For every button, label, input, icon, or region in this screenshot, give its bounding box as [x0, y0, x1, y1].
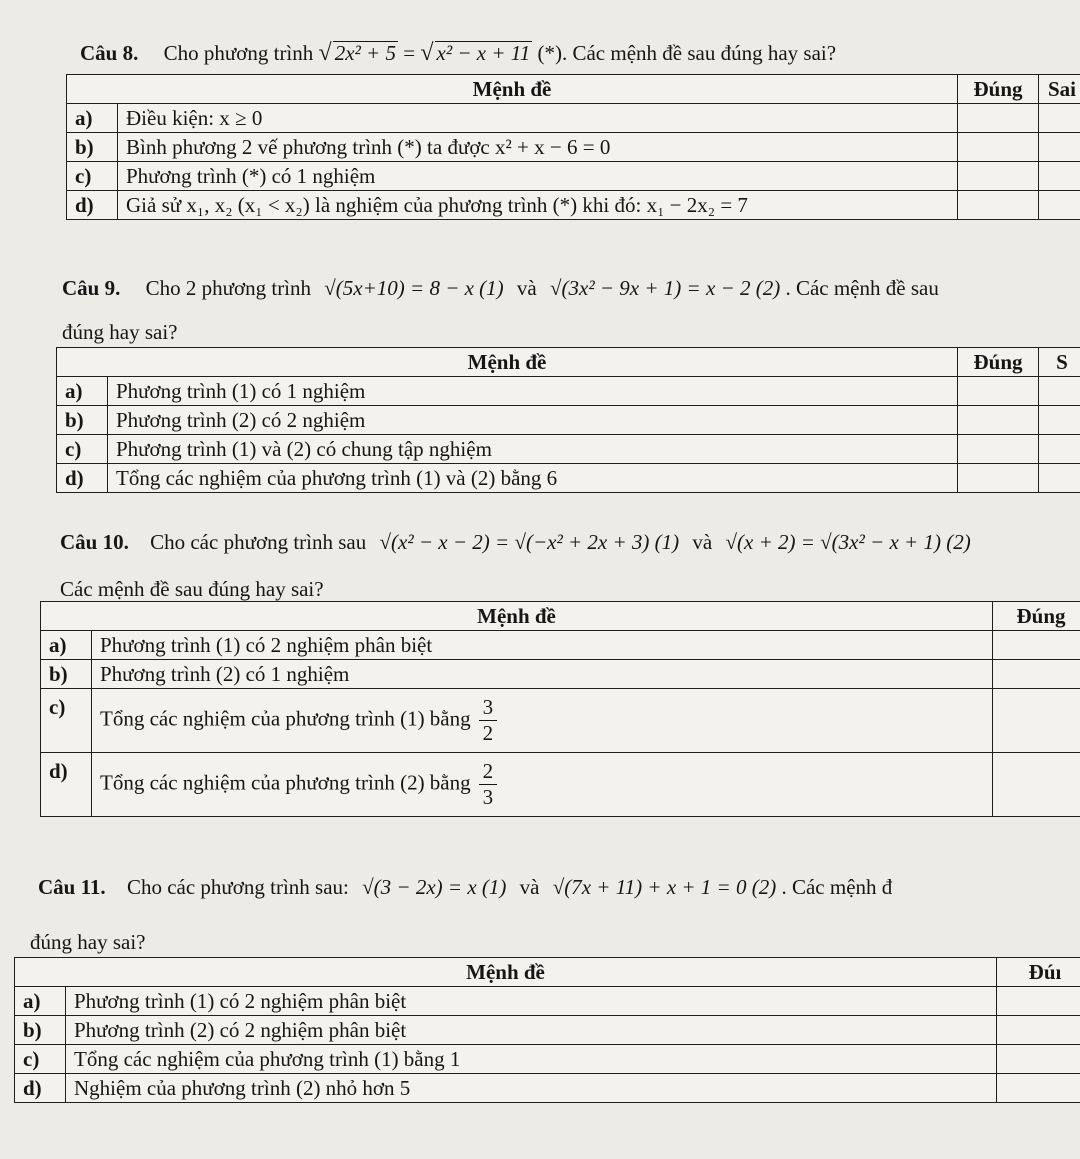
- row-label: d): [15, 1074, 66, 1103]
- fraction-numerator: 3: [479, 695, 498, 721]
- q8-header-row: [67, 75, 1080, 104]
- q8-header-statement: Mệnh đề: [67, 75, 958, 104]
- true-cell[interactable]: [958, 464, 1039, 493]
- true-cell[interactable]: [958, 133, 1039, 162]
- row-statement: Giả sử x₁, x₂ (x₁ < x₂) là nghiệm của phương trình (*) khi đó: x₁ − 2x₂ = 7: [118, 191, 958, 220]
- false-cell[interactable]: [1039, 464, 1080, 493]
- q8-tail: (*). Các mệnh đề sau đúng hay sai?: [537, 41, 837, 65]
- true-cell[interactable]: [958, 191, 1039, 220]
- true-cell[interactable]: [993, 689, 1080, 753]
- q9-header-true: Đúng: [958, 348, 1039, 377]
- row-label: a): [15, 987, 66, 1016]
- q9-eq2: √(3x² − 9x + 1) = x − 2 (2): [550, 276, 781, 300]
- fraction-denominator: 2: [482, 721, 494, 745]
- row-statement: Nghiệm của phương trình (2) nhỏ hơn 5: [66, 1074, 997, 1103]
- q9-line2: đúng hay sai?: [62, 320, 178, 344]
- false-cell[interactable]: [1039, 104, 1080, 133]
- row-statement: Phương trình (2) có 2 nghiệm: [108, 406, 958, 435]
- fraction-numerator: 2: [479, 759, 498, 785]
- q11-intro: Cho các phương trình sau:: [126, 875, 349, 899]
- row-statement: Phương trình (1) có 1 nghiệm: [108, 377, 958, 406]
- q11-heading: [38, 875, 892, 900]
- true-cell[interactable]: [958, 435, 1039, 464]
- row-label: a): [57, 377, 108, 406]
- row-statement-cell: [92, 689, 993, 753]
- row-statement: Phương trình (2) có 2 nghiệm phân biệt: [66, 1016, 997, 1045]
- row-label: c): [67, 162, 118, 191]
- row-statement: Phương trình (1) có 2 nghiệm phân biệt: [92, 631, 993, 660]
- q11-eq1: √(3 − 2x) = x (1): [362, 875, 507, 899]
- q9-intro: Cho 2 phương trình: [145, 276, 312, 300]
- row-statement: Phương trình (1) có 2 nghiệm phân biệt: [66, 987, 997, 1016]
- true-cell[interactable]: [993, 753, 1080, 817]
- row-label: d): [57, 464, 108, 493]
- table-row: [57, 464, 1080, 493]
- table-row: [15, 1045, 1080, 1074]
- q9-header-false: S: [1039, 348, 1080, 377]
- row-label: b): [15, 1016, 66, 1045]
- q10-eq2: √(x + 2) = √(3x² − x + 1) (2): [725, 530, 971, 554]
- q9-heading: [62, 276, 939, 301]
- row-statement: Phương trình (2) có 1 nghiệm: [92, 660, 993, 689]
- q11-header-row: [15, 958, 1080, 987]
- q10-header-statement: Mệnh đề: [41, 602, 993, 631]
- false-cell[interactable]: [1039, 162, 1080, 191]
- false-cell[interactable]: [1039, 133, 1080, 162]
- q11-header-true: Đúı: [997, 958, 1080, 987]
- row-label: d): [67, 191, 118, 220]
- row-statement: Phương trình (1) và (2) có chung tập nghiệm: [108, 435, 958, 464]
- table-row: [57, 435, 1080, 464]
- false-cell[interactable]: [1039, 435, 1080, 464]
- q8-table: [66, 74, 1080, 220]
- table-row: [15, 1016, 1080, 1045]
- row-label: a): [67, 104, 118, 133]
- table-row: [41, 631, 1080, 660]
- true-cell[interactable]: [997, 987, 1080, 1016]
- table-row: [15, 1074, 1080, 1103]
- fraction: [479, 759, 498, 810]
- false-cell[interactable]: [1039, 191, 1080, 220]
- q8-heading: Câu 8. Cho phương trình √ 2x² + 5 = √ x² − x + 11 (*). Các mệnh đề sau đúng hay sai?: [80, 40, 837, 66]
- q8-intro: Cho phương trình: [163, 41, 314, 65]
- row-label: b): [57, 406, 108, 435]
- q8-eq-rhs: x² − x + 11: [436, 41, 531, 65]
- q11-label: Câu 11.: [38, 875, 106, 899]
- table-row: [67, 162, 1080, 191]
- q11-eq2: √(7x + 11) + x + 1 = 0 (2): [552, 875, 777, 899]
- q10-table: [40, 601, 1080, 817]
- row-label: b): [67, 133, 118, 162]
- q10-eq1: √(x² − x − 2) = √(−x² + 2x + 3) (1): [379, 530, 680, 554]
- false-cell[interactable]: [1039, 406, 1080, 435]
- row-label: b): [41, 660, 92, 689]
- fraction: [479, 695, 498, 746]
- true-cell[interactable]: [958, 162, 1039, 191]
- true-cell[interactable]: [997, 1074, 1080, 1103]
- table-row: [57, 406, 1080, 435]
- true-cell[interactable]: [958, 104, 1039, 133]
- q9-header-statement: Mệnh đề: [57, 348, 958, 377]
- row-label: c): [57, 435, 108, 464]
- q10-heading: [60, 530, 971, 555]
- q9-header-row: [57, 348, 1080, 377]
- row-label: d): [41, 753, 92, 817]
- row-statement: Tổng các nghiệm của phương trình (1) bằng: [100, 706, 471, 731]
- row-statement: Điều kiện: x ≥ 0: [118, 104, 958, 133]
- row-label: a): [41, 631, 92, 660]
- row-label: c): [15, 1045, 66, 1074]
- q8-header-false: Sai: [1039, 75, 1080, 104]
- row-statement: Phương trình (*) có 1 nghiệm: [118, 162, 958, 191]
- row-statement: Tổng các nghiệm của phương trình (1) bằng 1: [66, 1045, 997, 1074]
- row-statement-cell: [92, 753, 993, 817]
- q11-tail: . Các mệnh đ: [781, 875, 893, 899]
- true-cell[interactable]: [997, 1016, 1080, 1045]
- table-row: [41, 753, 1080, 817]
- table-row: [67, 133, 1080, 162]
- q10-label: Câu 10.: [60, 530, 129, 554]
- fraction-denominator: 3: [482, 785, 494, 809]
- true-cell[interactable]: [958, 406, 1039, 435]
- true-cell[interactable]: [997, 1045, 1080, 1074]
- table-row: [41, 689, 1080, 753]
- table-row: [57, 377, 1080, 406]
- q11-header-statement: Mệnh đề: [15, 958, 997, 987]
- q10-conj: và: [692, 530, 713, 554]
- q9-conj: và: [516, 276, 537, 300]
- q8-eq-lhs: 2x² + 5: [334, 41, 396, 65]
- table-row: [67, 104, 1080, 133]
- q9-label: Câu 9.: [62, 276, 121, 300]
- true-cell[interactable]: [993, 631, 1080, 660]
- q10-line2: Các mệnh đề sau đúng hay sai?: [60, 577, 324, 601]
- false-cell[interactable]: [1039, 377, 1080, 406]
- q10-intro: Cho các phương trình sau: [150, 530, 367, 554]
- true-cell[interactable]: [958, 377, 1039, 406]
- q10-header-true: Đúng: [993, 602, 1080, 631]
- table-row: [67, 191, 1080, 220]
- q9-table: [56, 347, 1080, 493]
- q11-table: [14, 957, 1080, 1103]
- row-label: c): [41, 689, 92, 753]
- table-row: [41, 660, 1080, 689]
- q10-header-row: [41, 602, 1080, 631]
- row-statement: Tổng các nghiệm của phương trình (1) và (2) bằng 6: [108, 464, 958, 493]
- q8-label: Câu 8.: [80, 41, 139, 65]
- q9-tail: . Các mệnh đề sau: [785, 276, 939, 300]
- table-row: [15, 987, 1080, 1016]
- q8-header-true: Đúng: [958, 75, 1039, 104]
- true-cell[interactable]: [993, 660, 1080, 689]
- q9-eq1: √(5x+10) = 8 − x (1): [324, 276, 504, 300]
- q11-conj: và: [519, 875, 540, 899]
- q11-line2: đúng hay sai?: [30, 930, 146, 954]
- row-statement: Bình phương 2 vế phương trình (*) ta được x² + x − 6 = 0: [118, 133, 958, 162]
- row-statement: Tổng các nghiệm của phương trình (2) bằng: [100, 770, 471, 795]
